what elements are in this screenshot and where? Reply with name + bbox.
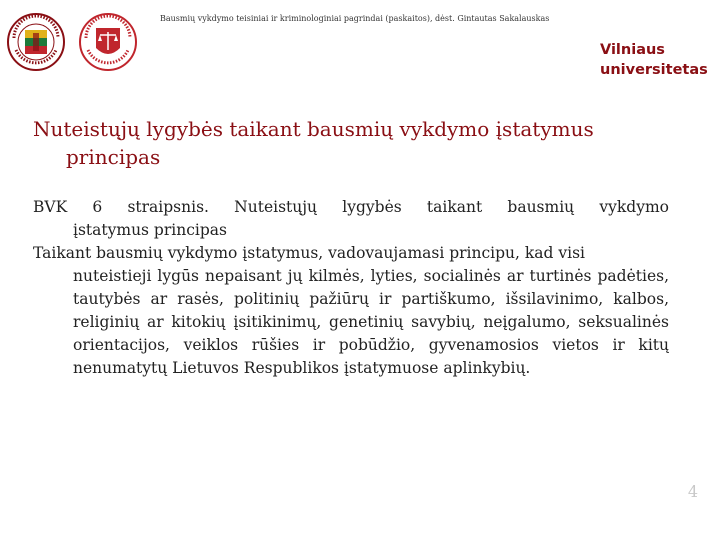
article-text bbox=[33, 196, 669, 380]
slide-title bbox=[33, 115, 673, 171]
article-heading-line-2: įstatymus principas bbox=[73, 221, 227, 239]
brand-wordmark bbox=[600, 40, 708, 80]
law-faculty-seal bbox=[78, 8, 138, 78]
header-caption: Bausmių vykdymo teisiniai ir kriminologiniai pagrindai (paskaitos), dėst. Gintautas Sakalauskas bbox=[160, 14, 550, 23]
article-body bbox=[33, 242, 669, 380]
brand-line-1: Vilniaus bbox=[600, 42, 665, 58]
slide-title-line-1: Nuteistųjų lygybės taikant bausmių vykdymo įstatymus bbox=[33, 117, 594, 141]
page-number: 4 bbox=[687, 482, 698, 501]
article-body-rest: nuteistieji lygūs nepaisant jų kilmės, lyties, socialinės ar turtinės padėties, tautybės ar rasės, politinių pažiūrų ir partiškumo, išsilavinimo, kalbos, religinių ar kitokių įsitikinimų, genetinių savybių, neįgalumo, seksualinės orientacijos, veiklos rūšies ir pobūdžio, gyvenamosios vietos ir kitų nenumatytų Lietuvos Respublikos įstatymuose aplinkybių. bbox=[73, 267, 669, 377]
article-body-first-line: Taikant bausmių vykdymo įstatymus, vadovaujamasi principu, kad visi bbox=[33, 244, 585, 262]
slide-title-line-2: principas bbox=[66, 145, 161, 169]
brand-line-2: universitetas bbox=[600, 62, 708, 78]
article-heading-line-1: BVK 6 straipsnis. Nuteistųjų lygybės taikant bausmių vykdymo bbox=[33, 198, 669, 216]
vilnius-university-seal bbox=[6, 8, 66, 78]
